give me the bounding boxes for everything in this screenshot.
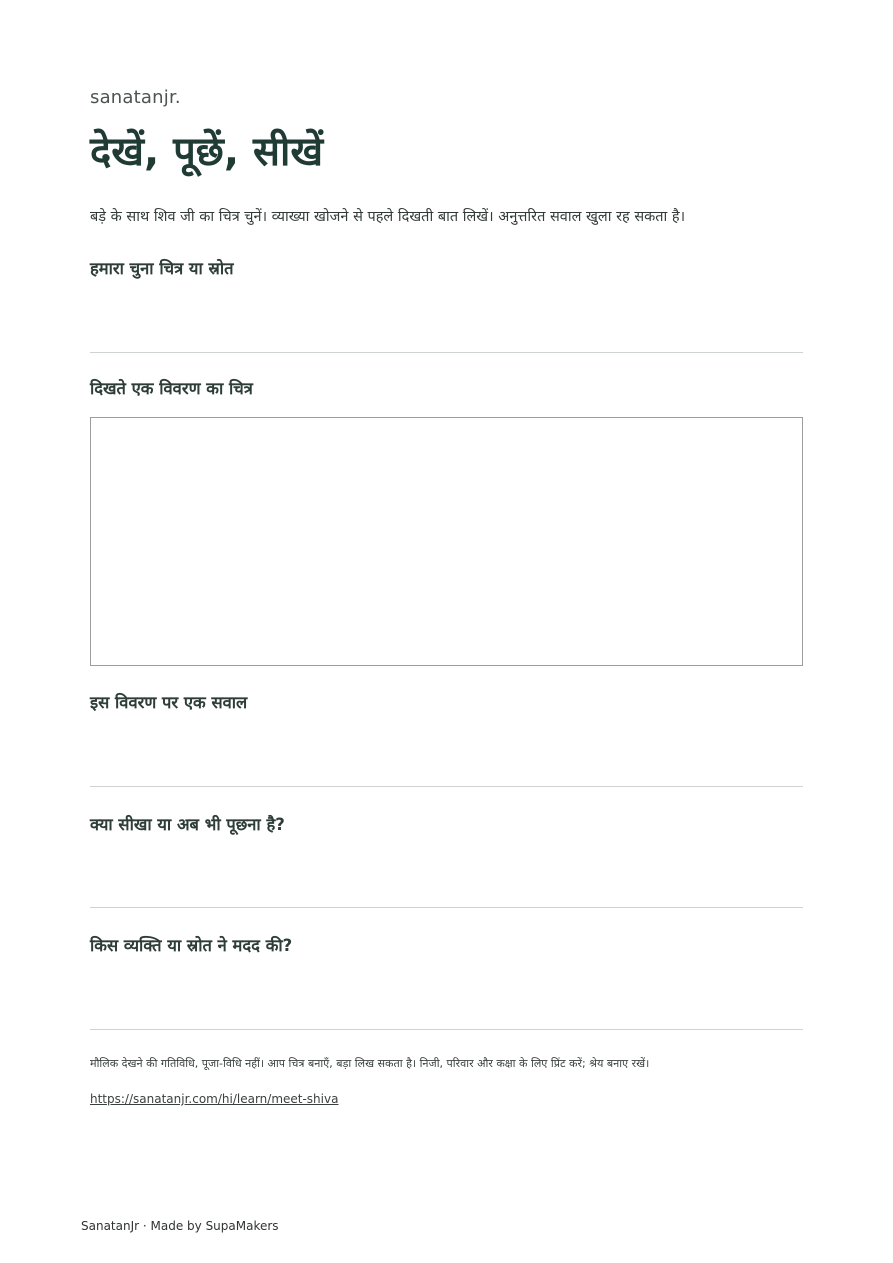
section-label-detail-drawing: दिखते एक विवरण का चित्र: [90, 379, 253, 398]
footnote-text: मौलिक देखने की गतिविधि, पूजा-विधि नहीं। आप चित्र बनाएँ, बड़ा लिख सकता है। निजी, परिवार और कक्षा के लिए प्रिंट करें; श्रेय बनाए रखें।: [90, 1057, 650, 1070]
intro-text: बड़े के साथ शिव जी का चित्र चुनें। व्याख्या खोजने से पहले दिखती बात लिखें। अनुत्तरित सवाल खुला रह सकता है।: [90, 209, 686, 225]
section-label-helper: किस व्यक्ति या स्रोत ने मदद की?: [90, 936, 293, 955]
section-label-learned: क्या सीखा या अब भी पूछना है?: [90, 815, 285, 834]
source-link[interactable]: https://sanatanjr.com/hi/learn/meet-shiva: [90, 1092, 339, 1106]
drawing-box: [90, 417, 803, 666]
answer-line-helper: [90, 1029, 803, 1030]
section-label-chosen-source: हमारा चुना चित्र या स्रोत: [90, 259, 234, 278]
brand-name: sanatanjr.: [90, 87, 181, 108]
footer-credit: SanatanJr · Made by SupaMakers: [81, 1219, 279, 1233]
section-label-question: इस विवरण पर एक सवाल: [90, 693, 248, 712]
answer-line-learned: [90, 907, 803, 908]
page-title: देखें, पूछें, सीखें: [90, 129, 324, 175]
answer-line-chosen-source: [90, 352, 803, 353]
answer-line-question: [90, 786, 803, 787]
